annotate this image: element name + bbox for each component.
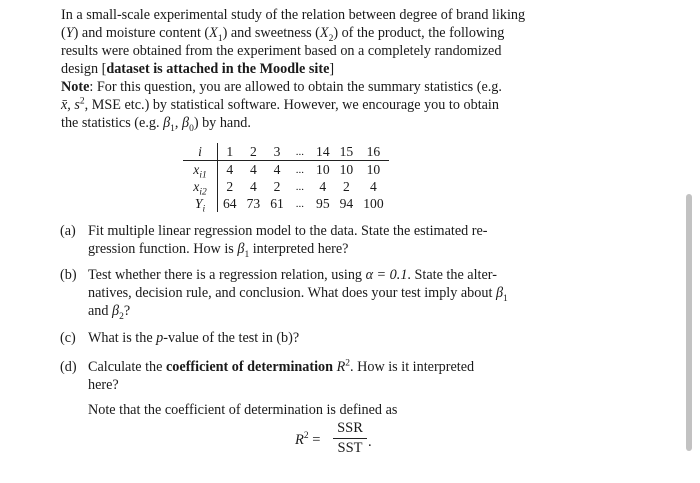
note-line-1: Note: For this question, you are allowed to obtain the summary statistics (e.g. — [61, 79, 502, 95]
intro-line-1: In a small-scale experimental study of the relation between degree of brand liking — [61, 7, 526, 23]
data-table — [183, 143, 389, 215]
definition-note: Note that the coefficient of determination is defined as — [88, 402, 398, 418]
table-row: $x_{i2}$ 2 4 2 ... 4 2 4 — [183, 178, 389, 195]
note-line-2: x̄, $s^2$, MSE etc.) by statistical software. However, we encourage you to obtain — [61, 96, 499, 113]
table-row: $Y_i$ 64 73 61 ... 95 94 100 — [183, 195, 389, 212]
problem-text — [61, 6, 581, 132]
intro-line-2: (Y) and moisture content $(X_1)$ and sweetness $(X_2)$ of the product, the following — [61, 25, 505, 44]
intro-line-3: results were obtained from the experiment based on a completely randomized — [61, 43, 502, 59]
table-row: i 1 2 3 ... 14 15 16 — [183, 143, 389, 161]
note-line-3: the statistics (e.g. $\beta_1$, $\beta_0$) by hand. — [61, 115, 251, 134]
intro-line-4: design [dataset is attached in the Moodle site] — [61, 61, 335, 77]
vertical-scrollbar[interactable] — [686, 194, 692, 451]
table-row: $x_{i1}$ 4 4 4 ... 10 10 10 — [183, 161, 389, 179]
moodle-note: dataset is attached in the Moodle site — [106, 61, 330, 77]
